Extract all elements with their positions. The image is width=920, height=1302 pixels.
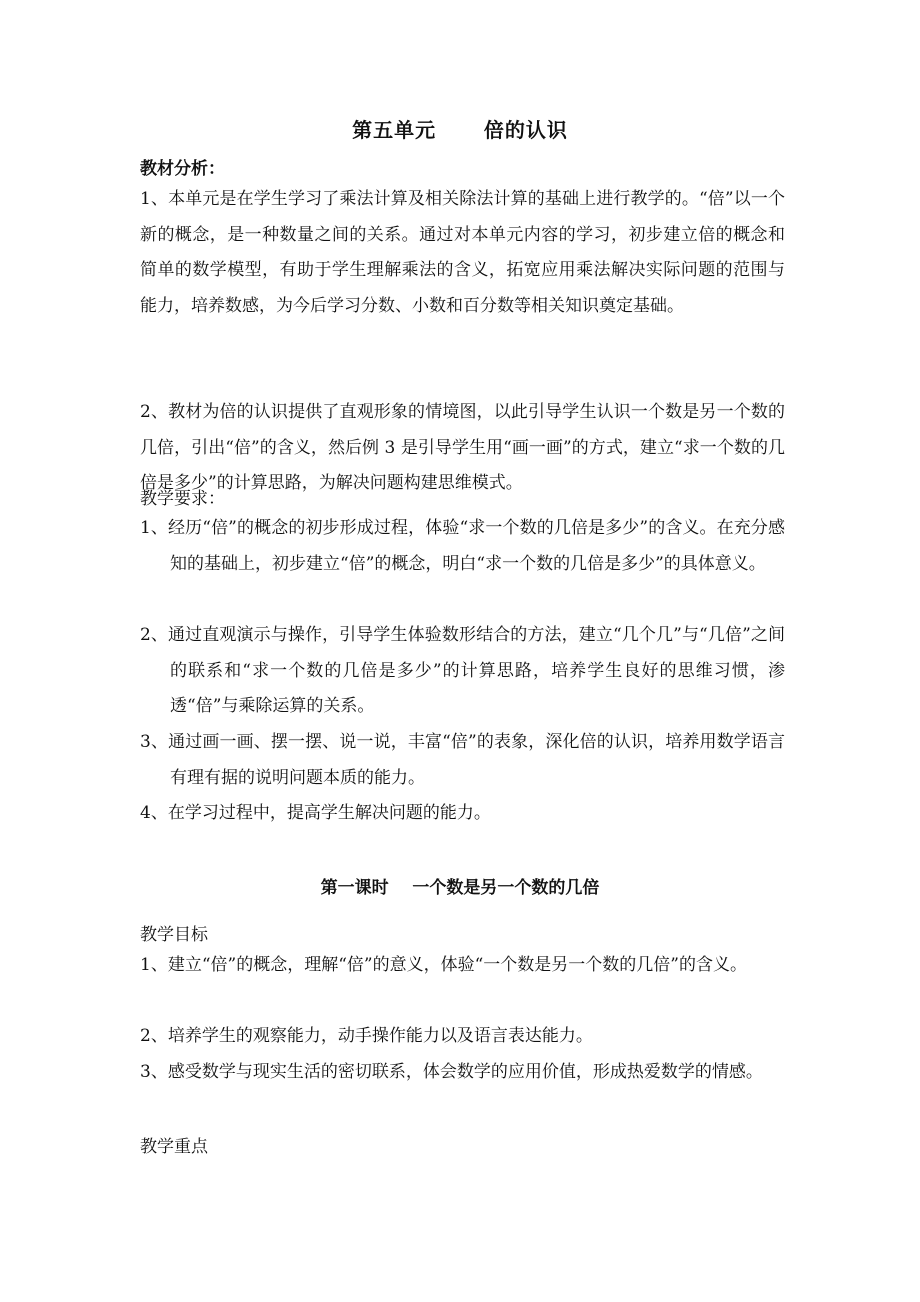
requirement-item-4: 4、在学习过程中，提高学生解决问题的能力。 (140, 803, 491, 823)
key-points-heading: 教学重点 (140, 1137, 208, 1157)
requirements-heading: 教学要求： (140, 489, 225, 509)
requirement-item-3: 3、通过画一画、摆一摆、说一说，丰富“倍”的表象，深化倍的认识，培养用数学语言有理有据的说明问题本质的能力。 (140, 732, 785, 788)
analysis-paragraph-1: 1、本单元是在学生学习了乘法计算及相关除法计算的基础上进行教学的。“倍”以一个新的概念，是一种数量之间的关系。通过对本单元内容的学习，初步建立倍的概念和简单的数学模型，有助于学生理解乘法的含义，拓宽应用乘法解决实际问题的范围与能力，培养数感，为今后学习分数、小数和百分数等相关知识奠定基础。 (140, 189, 785, 316)
goal-item-2: 2、培养学生的观察能力，动手操作能力以及语言表达能力。 (140, 1026, 593, 1046)
requirement-item-2: 2、通过直观演示与操作，引导学生体验数形结合的方法，建立“几个几”与“几倍”之间的联系和“求一个数的几倍是多少”的计算思路，培养学生良好的思维习惯，渗透“倍”与乘除运算的关系。 (140, 625, 785, 716)
unit-title: 第五单元 倍的认识 (352, 118, 568, 142)
requirement-item-1: 1、经历“倍”的概念的初步形成过程，体验“求一个数的几倍是多少”的含义。在充分感知的基础上，初步建立“倍”的概念，明白“求一个数的几倍是多少”的具体意义。 (140, 518, 785, 574)
lesson-title: 第一课时 一个数是另一个数的几倍 (320, 878, 600, 898)
goals-heading: 教学目标 (140, 925, 208, 945)
goal-item-1: 1、建立“倍”的概念，理解“倍”的意义，体验“一个数是另一个数的几倍”的含义。 (140, 955, 747, 975)
goal-item-3: 3、感受数学与现实生活的密切联系，体会数学的应用价值，形成热爱数学的情感。 (140, 1062, 763, 1082)
analysis-heading: 教材分析： (140, 159, 225, 179)
analysis-paragraph-2: 2、教材为倍的认识提供了直观形象的情境图，以此引导学生认识一个数是另一个数的几倍，引出“倍”的含义，然后例 3 是引导学生用“画一画”的方式，建立“求一个数的几倍是多少”的计算思路，为解决问题构建思维模式。 (140, 402, 785, 493)
